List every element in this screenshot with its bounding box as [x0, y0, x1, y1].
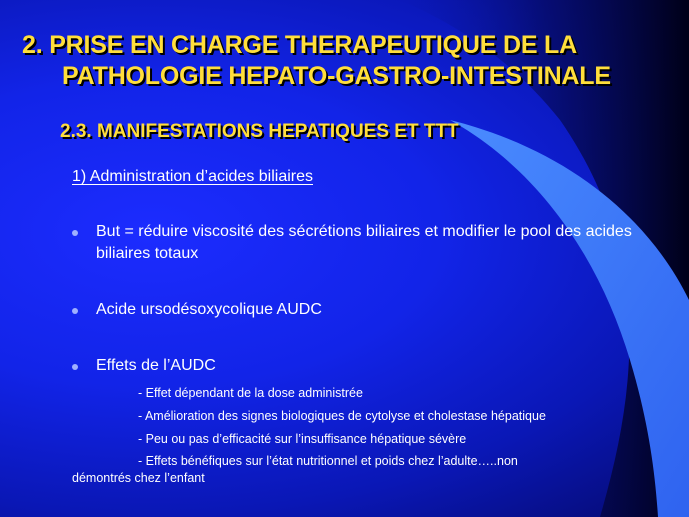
sub-item: [72, 431, 672, 448]
sub-item: [72, 385, 672, 402]
bullet-text: But = réduire viscosité des sécrétions biliaires et modifier le pool des acides biliaires totaux: [96, 223, 632, 262]
slide-title: [22, 30, 682, 92]
bullet-dot-icon: [72, 364, 78, 370]
bullet-dot-icon: [72, 308, 78, 314]
bullet-dot-icon: [72, 230, 78, 236]
sub-item: [72, 408, 672, 425]
bullet-item: [96, 221, 681, 265]
sub-item-continuation: démontrés chez l’enfant: [72, 471, 205, 485]
bullet-text: Effets de l’AUDC: [96, 357, 216, 374]
bullet-text: Acide ursodésoxycolique AUDC: [96, 301, 322, 318]
sub-item-text: - Effets bénéfiques sur l’état nutritionnel et poids chez l’adulte…..non: [138, 454, 518, 468]
bullet-item: [96, 299, 681, 321]
title-line-1: 2. PRISE EN CHARGE THERAPEUTIQUE DE LA: [22, 31, 577, 59]
sub-item: [72, 453, 672, 487]
sub-item-text: - Effet dépendant de la dose administrée: [138, 386, 363, 400]
slide-subtitle: 2.3. MANIFESTATIONS HEPATIQUES ET TTT: [60, 121, 459, 142]
sub-item-text: - Amélioration des signes biologiques de cytolyse et cholestase hépatique: [138, 409, 546, 423]
section-heading: 1) Administration d’acides biliaires: [72, 168, 313, 185]
bullet-item: [96, 355, 681, 377]
title-line-2: PATHOLOGIE HEPATO-GASTRO-INTESTINALE: [62, 62, 611, 90]
sub-item-text: - Peu ou pas d’efficacité sur l’insuffisance hépatique sévère: [138, 432, 467, 446]
